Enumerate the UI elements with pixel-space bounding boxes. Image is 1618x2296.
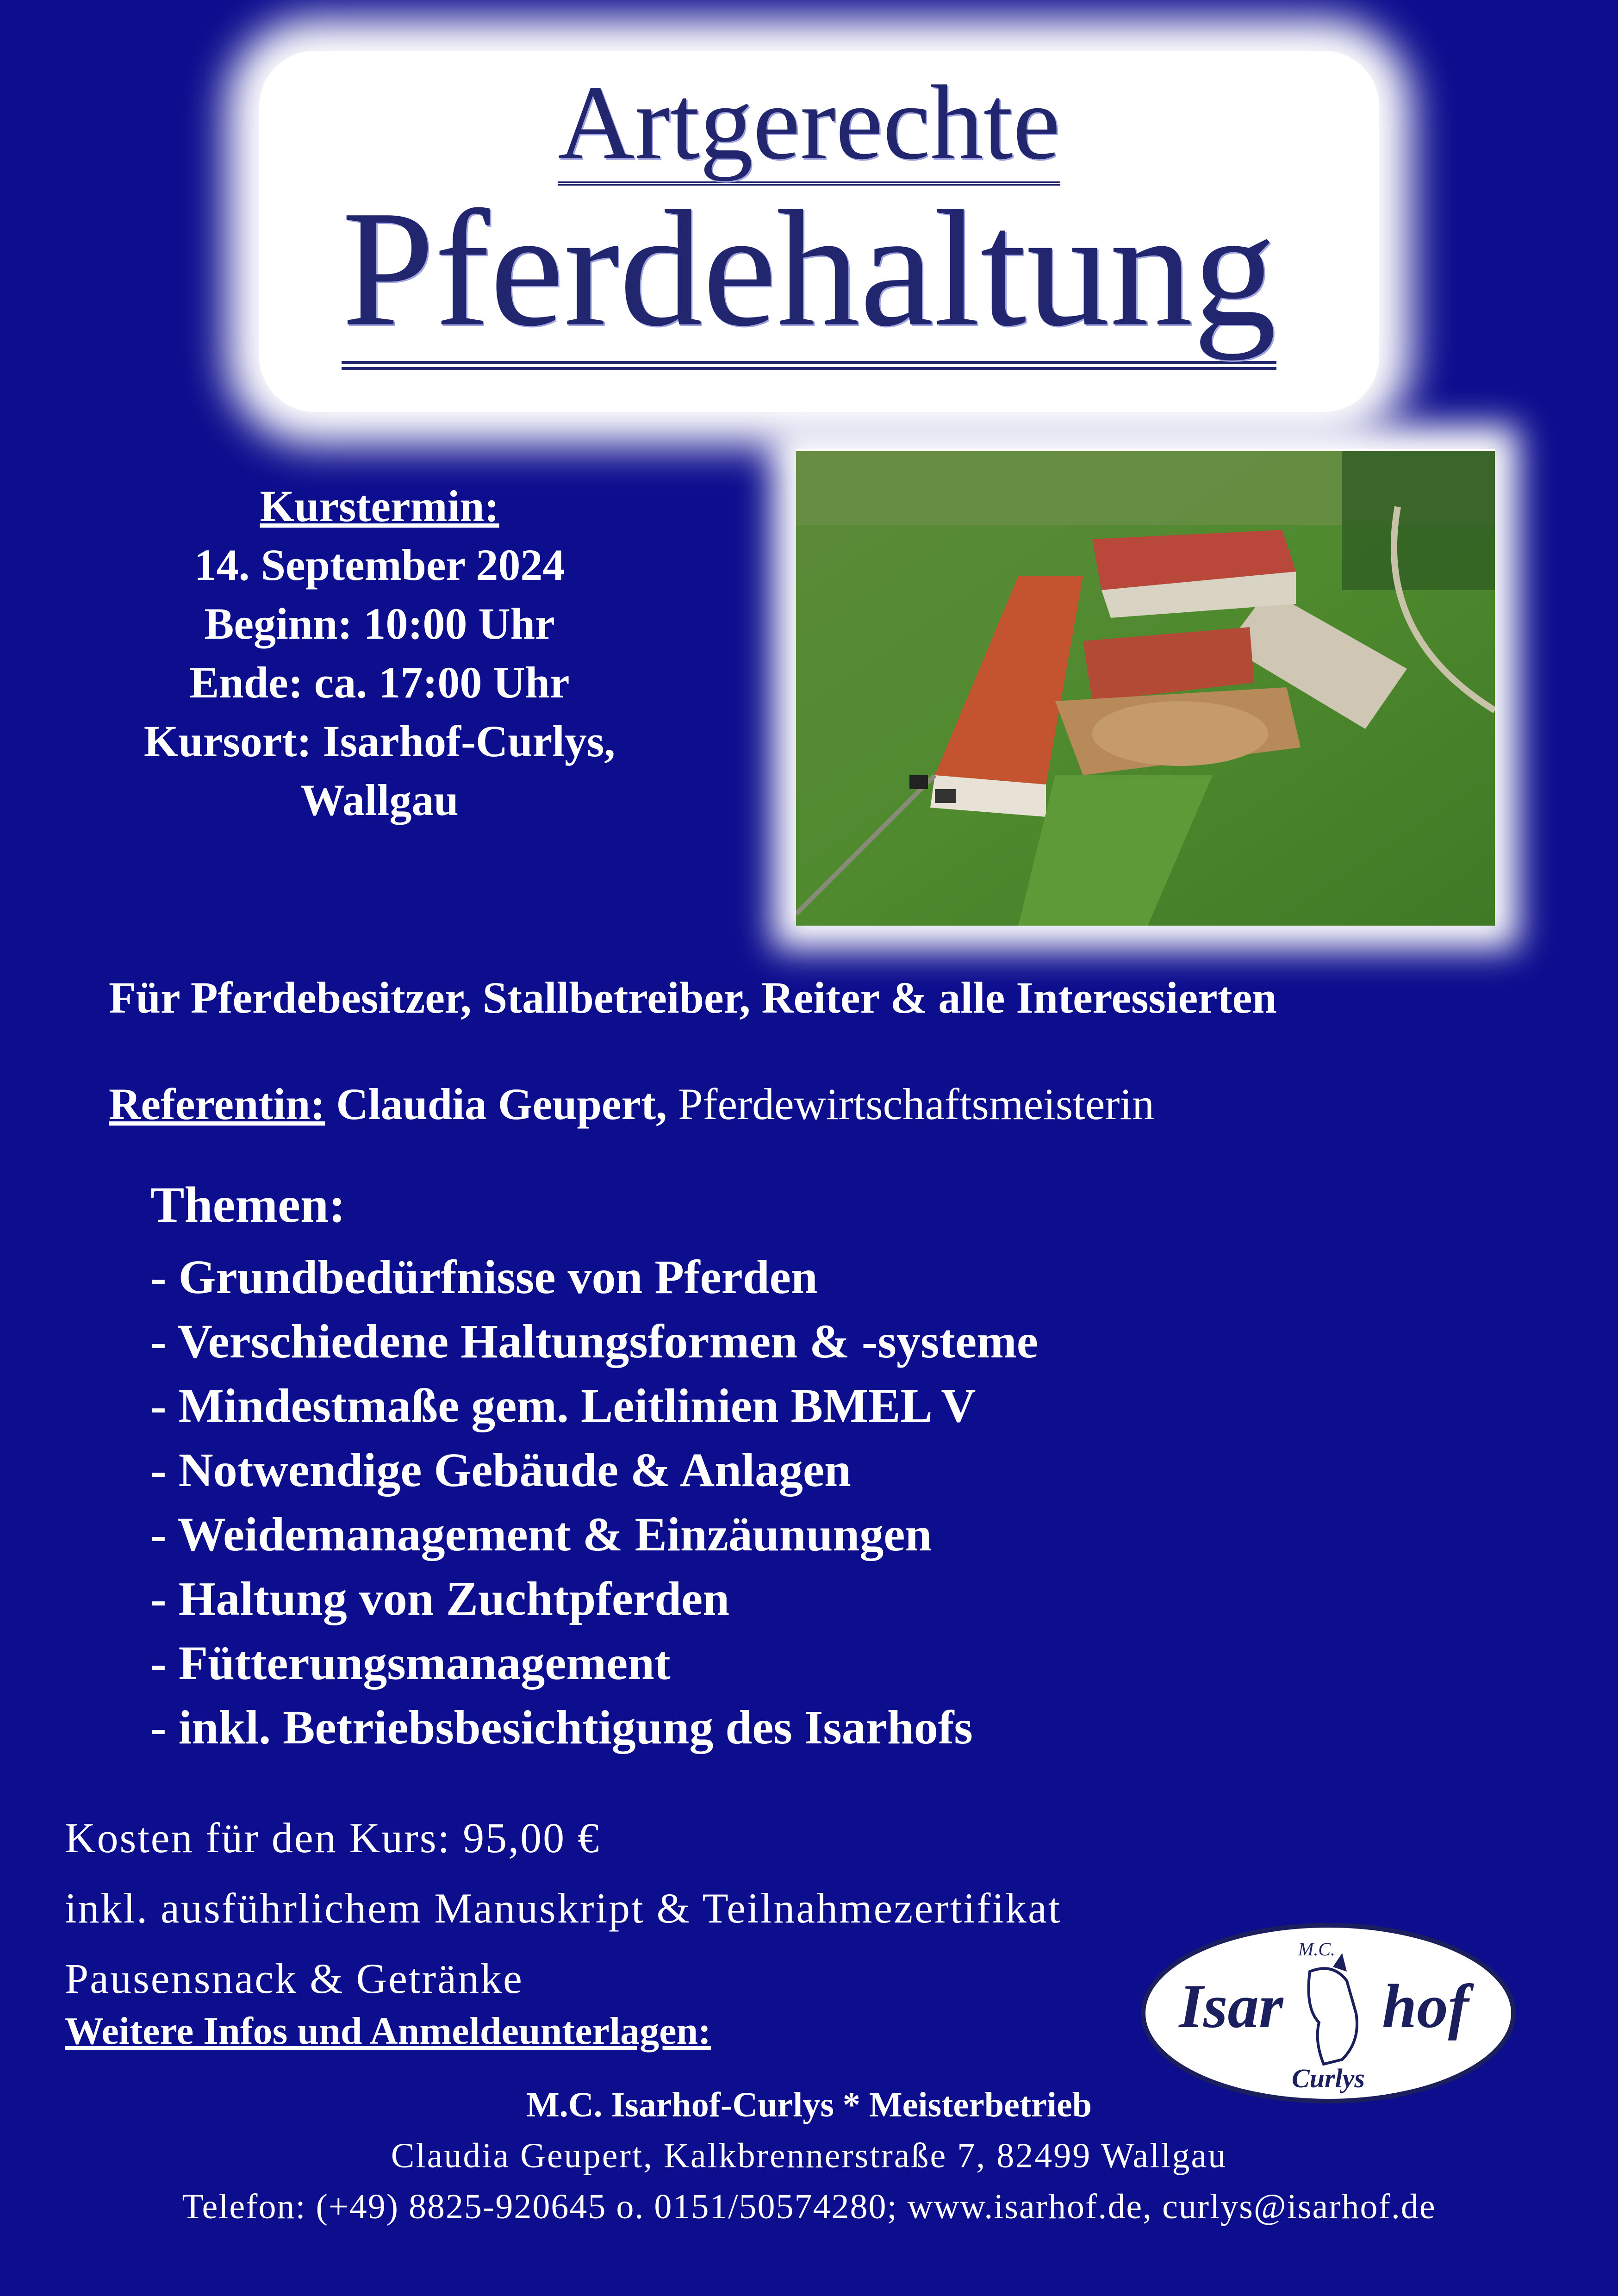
referent-label: Referentin: <box>109 1079 325 1129</box>
logo-main-right: hof <box>1382 1972 1469 2041</box>
course-date: 14. September 2024 <box>194 540 565 590</box>
more-info-heading: Weitere Infos und Anmeldeunterlagen: <box>65 2010 711 2053</box>
topic-item: - inkl. Betriebsbesichtigung des Isarhofs <box>150 1701 973 1754</box>
footer-contact: Telefon: (+49) 8825-920645 o. 0151/50574280; www.isarhof.de, curlys@isarhof.de <box>182 2187 1436 2226</box>
costs-line-1: Kosten für den Kurs: 95,00 € <box>65 1814 601 1861</box>
logo-top-text: M.C. <box>1298 1939 1335 1960</box>
course-heading: Kurstermin: <box>260 481 499 531</box>
referent-line <box>109 1078 1154 1130</box>
course-end: Ende: ca. 17:00 Uhr <box>189 658 570 707</box>
topic-item: - Verschiedene Haltungsformen & -systeme <box>150 1315 1038 1368</box>
title-line-2: Pferdehaltung <box>0 185 1618 370</box>
topic-item: - Haltung von Zuchtpferden <box>150 1572 730 1625</box>
course-location-line1: Kursort: Isarhof-Curlys, <box>143 716 616 766</box>
topic-item: - Weidemanagement & Einzäunungen <box>150 1508 932 1561</box>
topics-list <box>150 1245 1038 1760</box>
isarhof-logo <box>1139 1921 1518 2106</box>
title-line-1: Artgerechte <box>0 69 1618 186</box>
topic-item: - Notwendige Gebäude & Anlagen <box>150 1444 851 1497</box>
costs-line-2: inkl. ausführlichem Manuskript & Teilnahmezertifikat <box>65 1885 1062 1932</box>
course-location-line2: Wallgau <box>300 775 459 825</box>
course-date-block <box>106 477 653 829</box>
topics-heading: Themen: <box>150 1176 346 1233</box>
topic-item: - Fütterungsmanagement <box>150 1636 671 1690</box>
topic-item: - Grundbedürfnisse von Pferden <box>150 1251 818 1304</box>
costs-line-3: Pausensnack & Getränke <box>65 1955 523 2002</box>
farm-aerial-photo <box>796 451 1495 926</box>
footer-address: Claudia Geupert, Kalkbrennerstraße 7, 82499 Wallgau <box>391 2136 1227 2175</box>
footer-company: M.C. Isarhof-Curlys * Meisterbetrieb <box>526 2085 1092 2124</box>
referent-title: Pferdewirtschaftsmeisterin <box>678 1079 1155 1129</box>
costs-block <box>65 1803 1061 2014</box>
topic-item: - Mindestmaße gem. Leitlinien BMEL V <box>150 1379 976 1432</box>
audience-line: Für Pferdebesitzer, Stallbetreiber, Reiter & alle Interessierten <box>109 973 1277 1022</box>
logo-bottom-text: Curlys <box>1292 2063 1365 2093</box>
referent-name: Claudia Geupert, <box>336 1079 667 1129</box>
course-start: Beginn: 10:00 Uhr <box>204 599 555 648</box>
logo-main-left: Isar <box>1179 1972 1283 2041</box>
